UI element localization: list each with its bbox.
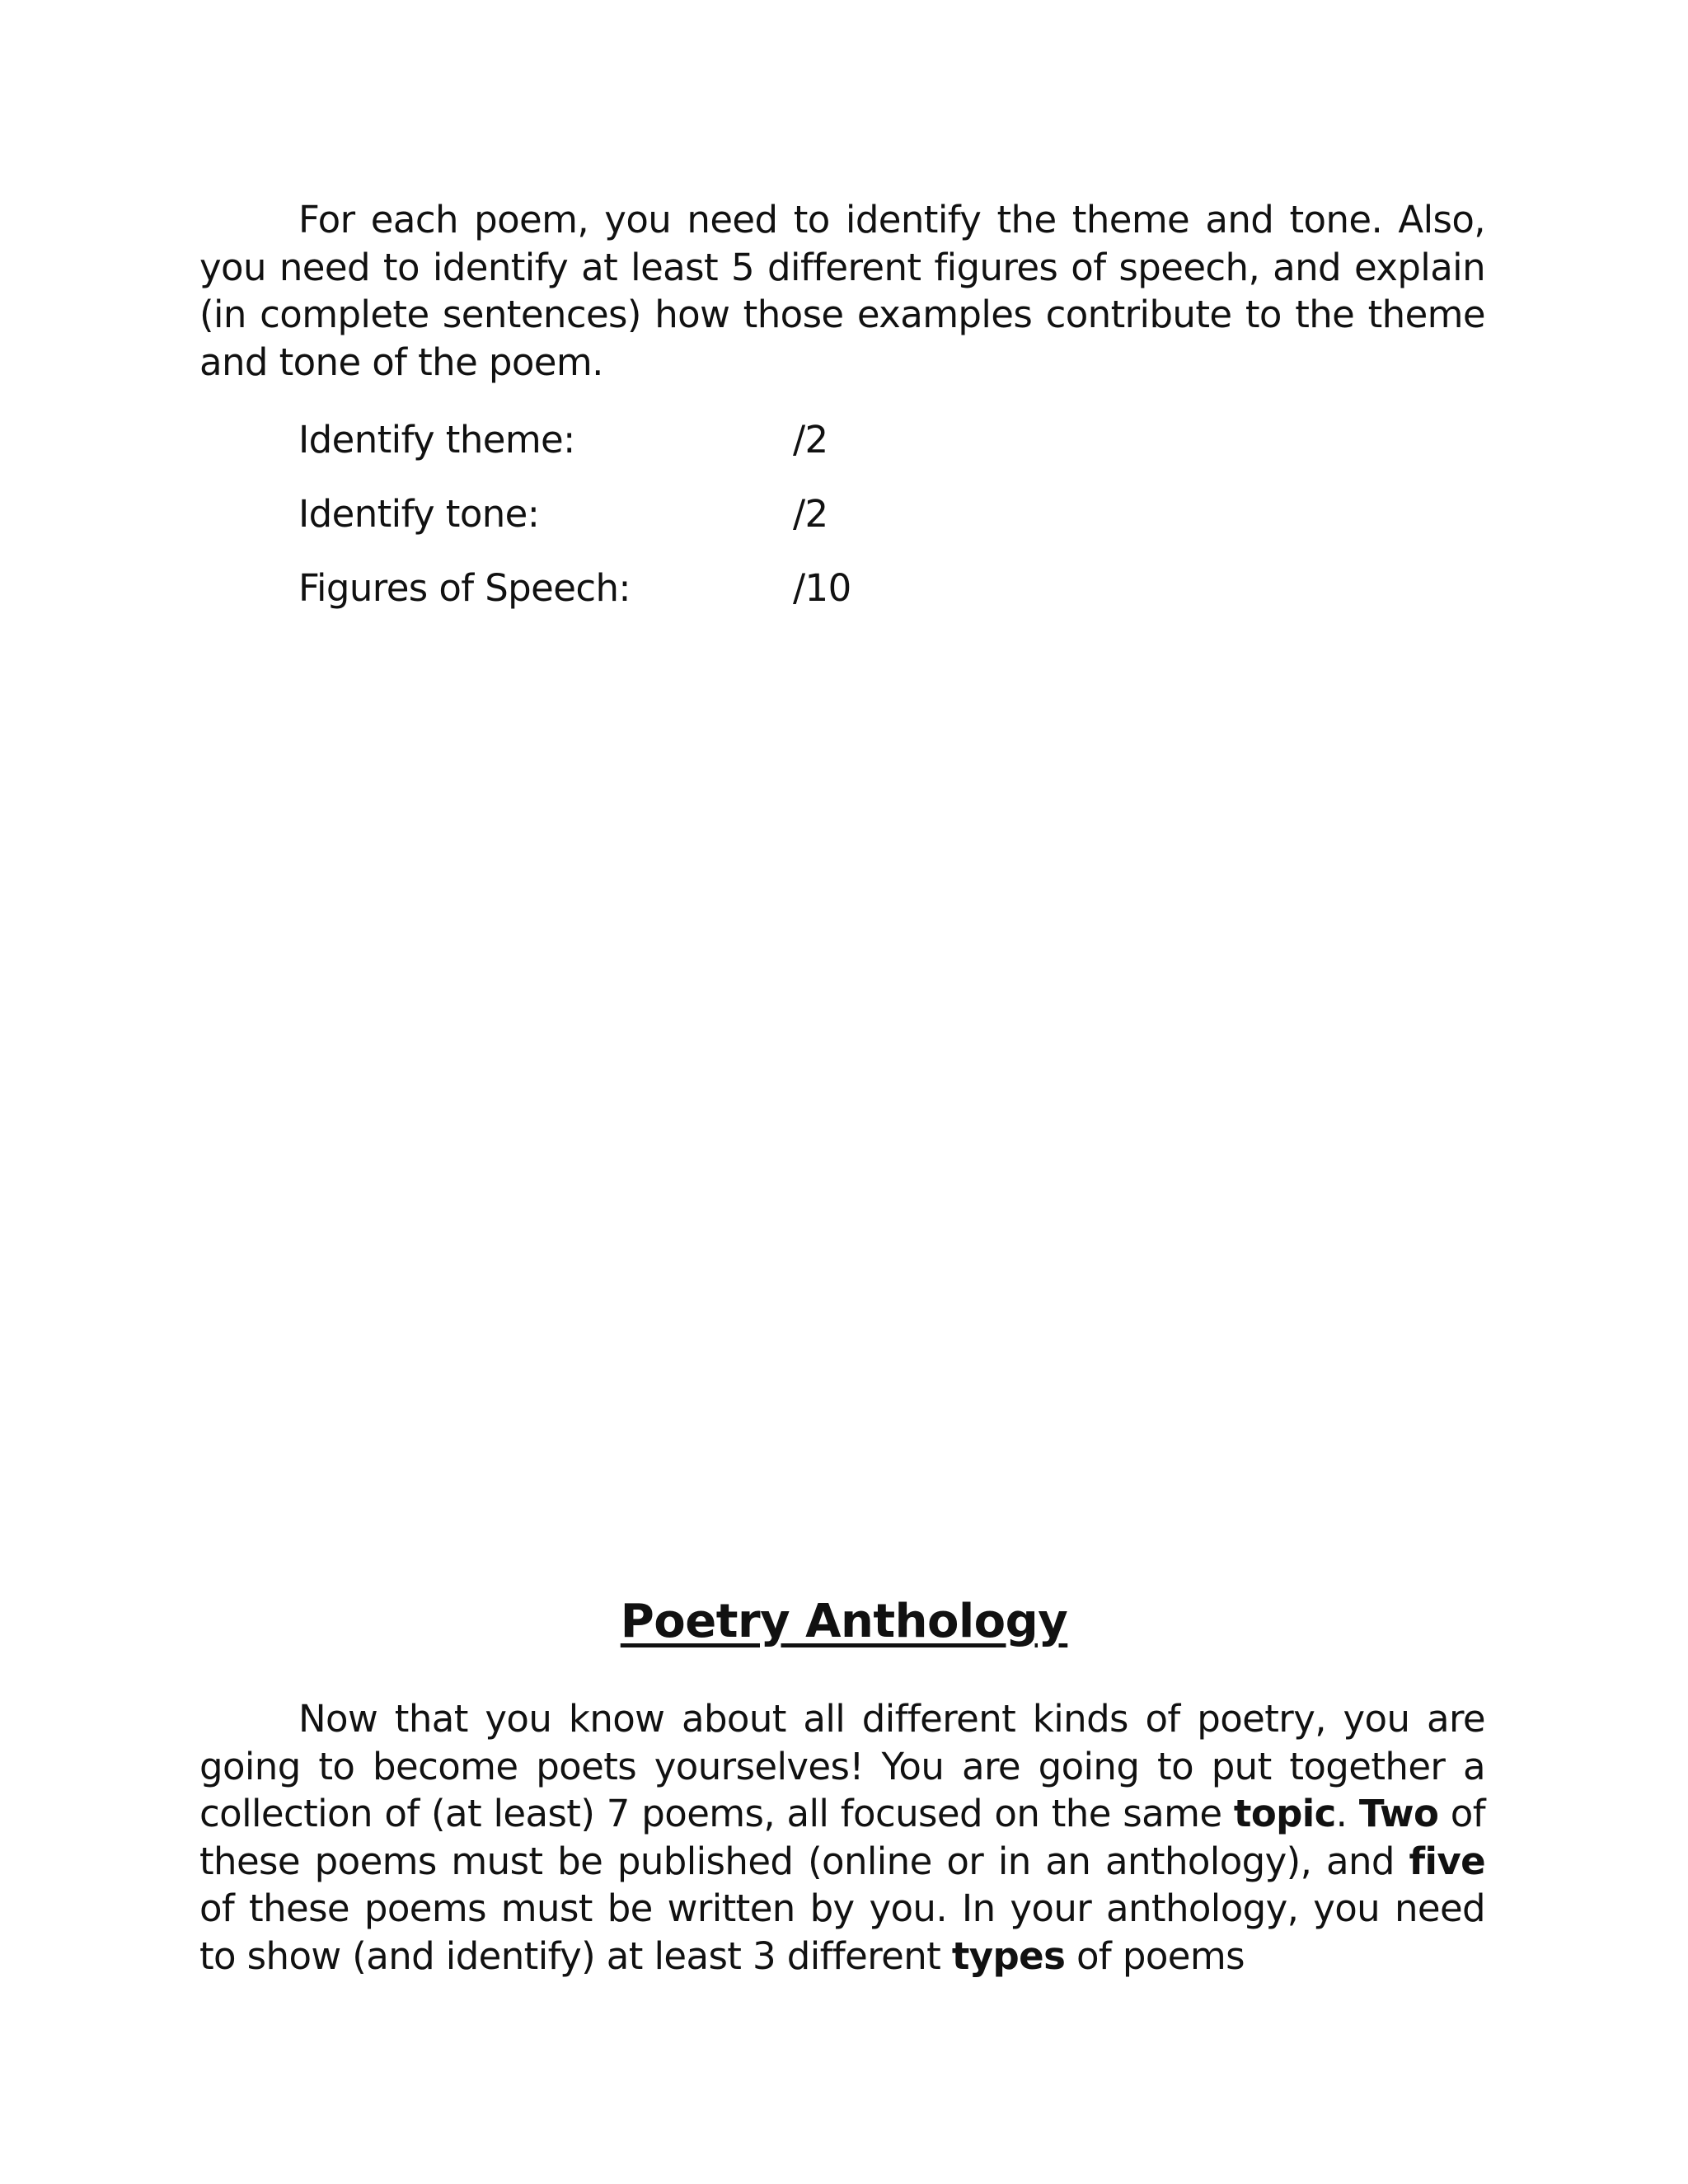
emphasis-two: Two bbox=[1358, 1792, 1439, 1835]
anthology-text: of these poems must be published (online or in an anthology), and bbox=[199, 1792, 1485, 1883]
anthology-text: of these poems must be written by you. In your anthology, you need to show (and identify) at least 3 different bbox=[199, 1886, 1485, 1978]
rubric-score: /2 bbox=[793, 418, 828, 462]
anthology-text: . bbox=[1335, 1792, 1359, 1835]
instructions-paragraph: For each poem, you need to identify the theme and tone. Also, you need to identify at least 5 different figures of speech, and explain (in complete sentences) how those examples contribute to the theme and tone of the poem. bbox=[199, 198, 1485, 384]
section-heading: Poetry Anthology bbox=[620, 1595, 1068, 1648]
anthology-paragraph bbox=[199, 1695, 1485, 1980]
rubric-score: /2 bbox=[793, 492, 828, 536]
emphasis-five: five bbox=[1409, 1839, 1485, 1883]
emphasis-types: types bbox=[951, 1933, 1066, 1978]
rubric-label: Identify tone: bbox=[298, 492, 540, 536]
emphasis-topic: topic bbox=[1233, 1792, 1336, 1835]
rubric-label: Identify theme: bbox=[298, 418, 575, 462]
rubric-score: /10 bbox=[793, 566, 851, 610]
rubric-label: Figures of Speech: bbox=[298, 566, 631, 610]
anthology-text: Now that you know about all different kinds of poetry, you are going to become poets yourselves! You are going to put together a collection of (at least) 7 poems, all focused on the same bbox=[199, 1697, 1485, 1835]
anthology-text: of poems bbox=[1065, 1933, 1245, 1978]
